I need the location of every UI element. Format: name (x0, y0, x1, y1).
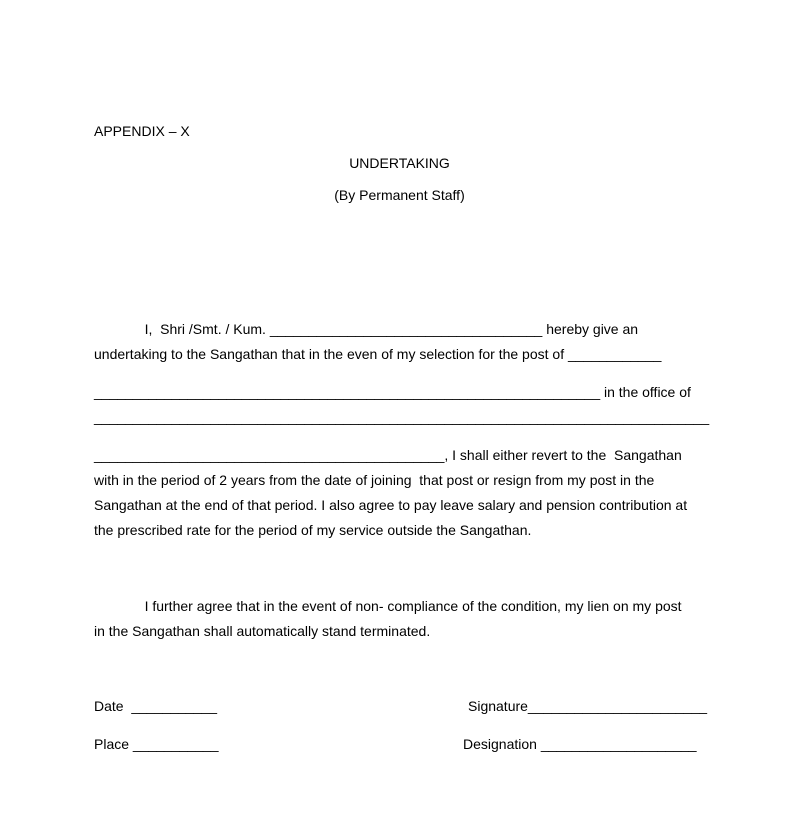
paragraph-line: the prescribed rate for the period of my service outside the Sangathan. (94, 522, 532, 538)
paragraph-line: with in the period of 2 years from the date of joining that post or resign from my post in the (94, 472, 655, 488)
paragraph-line: undertaking to the Sangathan that in the even of my selection for the post of ____________ (94, 346, 662, 362)
appendix-label: APPENDIX – X (94, 123, 190, 139)
paragraph-line: Sangathan at the end of that period. I also agree to pay leave salary and pension contribution at (94, 497, 688, 513)
paragraph-line: _____________________________________________, I shall either revert to the Sangathan (94, 447, 682, 463)
paragraph-line: I, Shri /Smt. / Kum. ___________________________________ hereby give an (94, 321, 639, 337)
place-field: Place ___________ (94, 736, 219, 752)
signature-field: Signature_______________________ (468, 698, 708, 714)
paragraph-line: in the Sangathan shall automatically stand terminated. (94, 623, 431, 639)
paragraph-line: _______________________________________________________________________________ (94, 409, 710, 425)
designation-field: Designation ____________________ (463, 736, 697, 752)
date-field: Date ___________ (94, 698, 217, 714)
page-title: UNDERTAKING (349, 155, 450, 171)
paragraph-line: _________________________________________________________________ in the office of (94, 384, 691, 400)
page-subtitle: (By Permanent Staff) (334, 187, 465, 203)
paragraph-line: I further agree that in the event of non- compliance of the condition, my lien on my post (94, 598, 682, 614)
